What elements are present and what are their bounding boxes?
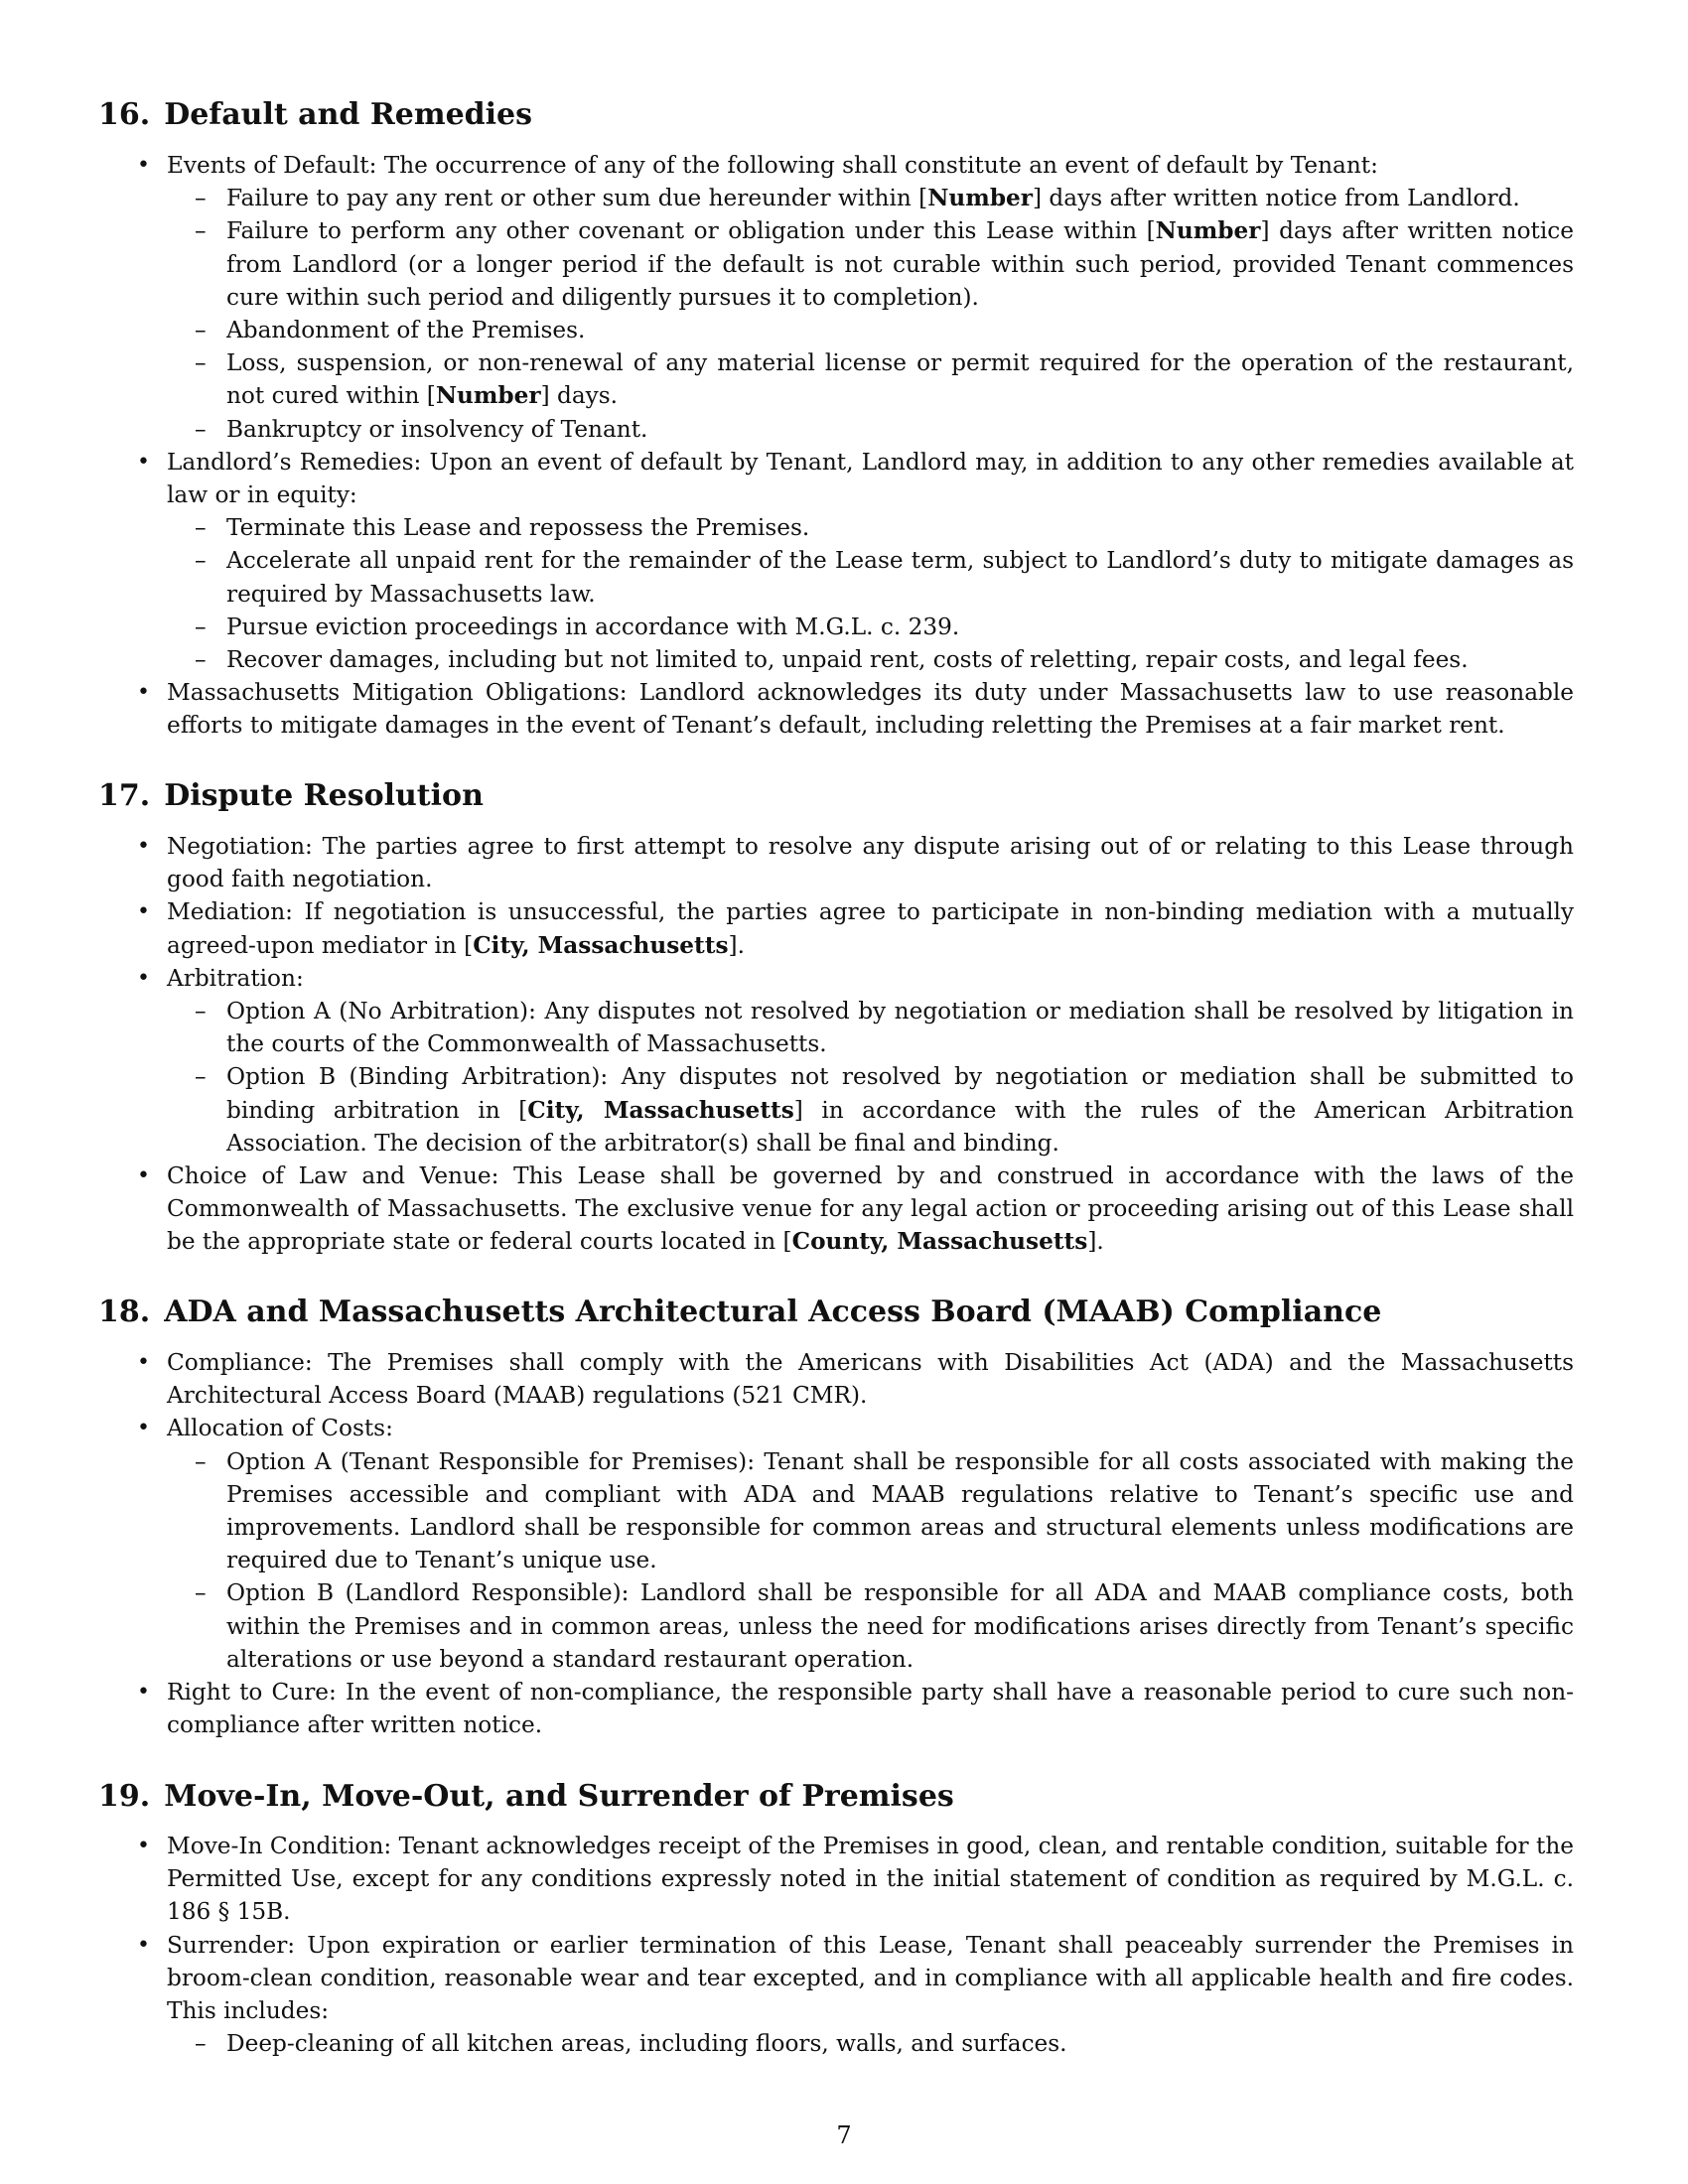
dash-icon: – (195, 185, 207, 212)
item-text: Landlord’s Remedies: Upon an event of default by Tenant, Landlord may, in addition to any other remedies available at law or in equity: (167, 448, 1574, 509)
placeholder-field: Number (435, 382, 541, 410)
section-heading-16 (98, 95, 532, 135)
sub-item-text: Failure to pay any rent or other sum due hereunder within [ (226, 185, 928, 212)
dash-icon: – (195, 1579, 207, 1607)
page-number: 7 (836, 2121, 852, 2149)
sub-list-item (195, 1445, 1574, 1577)
sub-list-item (195, 995, 1574, 1060)
sub-list (167, 511, 1574, 676)
sub-item-text: Terminate this Lease and repossess the Premises. (226, 514, 810, 542)
section-17-list (137, 830, 1574, 1259)
list-item (137, 1160, 1574, 1259)
list-item (137, 1346, 1574, 1412)
item-text: Massachusetts Mitigation Obligations: Landlord acknowledges its duty under Massachusetts law to use reasonable efforts to mitigate damages in the event of Tenant’s default, including reletting the Premises at a fair market rent. (167, 679, 1574, 740)
section-title: Move-In, Move-Out, and Surrender of Premises (164, 1779, 954, 1814)
list-item (137, 962, 1574, 1160)
sub-list (167, 1445, 1574, 1676)
bullet-icon: • (137, 153, 150, 178)
sub-list-item (195, 643, 1574, 676)
bullet-icon: • (137, 1163, 150, 1189)
list-item (137, 1929, 1574, 2061)
list-item (137, 895, 1574, 961)
section-19-list (137, 1830, 1574, 2060)
section-title: Default and Remedies (164, 97, 533, 132)
item-text: ]. (728, 931, 745, 959)
placeholder-field: City, Massachusetts (473, 931, 729, 959)
dash-icon: – (195, 998, 207, 1025)
item-text: Mediation: If negotiation is unsuccessful, the parties agree to participate in non-binding mediation with a mutually agreed-upon mediator in [ (167, 898, 1574, 959)
section-number: 17. (98, 778, 151, 813)
item-text: Allocation of Costs: (167, 1415, 393, 1442)
list-item (137, 149, 1574, 446)
bullet-icon: • (137, 449, 150, 475)
sub-item-text: Option B (Binding Arbitration): Any disputes not resolved by negotiation or mediation shall be submitted to binding arbitration in [ (226, 1063, 1574, 1124)
list-item (137, 1676, 1574, 1741)
dash-icon: – (195, 349, 207, 377)
bullet-icon: • (137, 899, 150, 925)
section-title: Dispute Resolution (164, 778, 484, 813)
sub-list-item (195, 314, 1574, 346)
item-text: Right to Cure: In the event of non-compliance, the responsible party shall have a reasonable period to cure such non-compliance after written notice. (167, 1679, 1574, 1739)
bullet-icon: • (137, 1416, 150, 1441)
sub-item-text: Loss, suspension, or non-renewal of any material license or permit required for the operation of the restaurant, not cured within [ (226, 349, 1574, 410)
sub-item-text: Option A (Tenant Responsible for Premises): Tenant shall be responsible for all costs associated with making the Premises accessible and compliant with ADA and MAAB regulations relative to Tenant’s specific use and improvements. Landlord shall be responsible for common areas and structural elements unless modifications are required due to Tenant’s unique use. (226, 1447, 1574, 1574)
sub-list (167, 995, 1574, 1160)
bullet-icon: • (137, 1680, 150, 1706)
sub-item-text: Option B (Landlord Responsible): Landlord shall be responsible for all ADA and MAAB compliance costs, both within the Premises and in common areas, unless the need for modifications arises directly from Tenant’s specific alterations or use beyond a standard restaurant operation. (226, 1579, 1574, 1673)
dash-icon: – (195, 613, 207, 640)
section-heading-17 (98, 776, 484, 816)
item-text: Choice of Law and Venue: This Lease shall be governed by and construed in accordance with the laws of the Commonwealth of Massachusetts. The exclusive venue for any legal action or proceeding arising out of this Lease shall be the appropriate state or federal courts located in [ (167, 1162, 1574, 1256)
sub-item-text: Abandonment of the Premises. (226, 317, 586, 344)
bullet-icon: • (137, 965, 150, 991)
section-number: 19. (98, 1779, 151, 1814)
item-text: ]. (1087, 1228, 1104, 1256)
section-heading-19 (98, 1777, 954, 1817)
sub-list (167, 2027, 1574, 2060)
section-title: ADA and Massachusetts Architectural Access Board (MAAB) Compliance (164, 1295, 1382, 1329)
item-text: Compliance: The Premises shall comply with the Americans with Disabilities Act (ADA) and the Massachusetts Architectural Access Board (MAAB) regulations (521 CMR). (167, 1349, 1574, 1410)
dash-icon: – (195, 514, 207, 542)
sub-list-item (195, 1060, 1574, 1160)
sub-item-text: ] days after written notice from Landlord (or a longer period if the default is not curable within such period, provided Tenant commences cure within such period and diligently pursues it to completion). (226, 217, 1574, 311)
sub-item-text: Deep-cleaning of all kitchen areas, including floors, walls, and surfaces. (226, 2030, 1067, 2058)
sub-item-text: Pursue eviction proceedings in accordance with M.G.L. c. 239. (226, 613, 960, 640)
section-number: 18. (98, 1295, 151, 1329)
item-text: Move-In Condition: Tenant acknowledges receipt of the Premises in good, clean, and rentable condition, suitable for the Permitted Use, except for any conditions expressly noted in the initial statement of condition as required by M.G.L. c. 186 § 15B. (167, 1833, 1574, 1926)
placeholder-field: Number (1155, 217, 1261, 245)
placeholder-field: County, Massachusetts (791, 1228, 1088, 1256)
placeholder-field: Number (927, 185, 1034, 212)
dash-icon: – (195, 2030, 207, 2058)
bullet-icon: • (137, 834, 150, 859)
dash-icon: – (195, 415, 207, 443)
dash-icon: – (195, 547, 207, 575)
sub-item-text: ] days. (540, 382, 619, 410)
section-16-list (137, 149, 1574, 743)
sub-item-text: Failure to perform any other covenant or obligation under this Lease within [ (226, 217, 1156, 245)
sub-list-item (195, 413, 1574, 446)
sub-item-text: Accelerate all unpaid rent for the remainder of the Lease term, subject to Landlord’s duty to mitigate damages as required by Massachusetts law. (226, 547, 1574, 608)
sub-list-item (195, 511, 1574, 544)
sub-list-item (195, 2027, 1574, 2060)
sub-list (167, 182, 1574, 446)
item-text: Negotiation: The parties agree to first attempt to resolve any dispute arising out of or relating to this Lease through good faith negotiation. (167, 833, 1574, 893)
dash-icon: – (195, 1063, 207, 1091)
dash-icon: – (195, 217, 207, 245)
sub-list-item (195, 182, 1574, 214)
sub-item-text: ] days after written notice from Landlord. (1033, 185, 1520, 212)
section-heading-18 (98, 1293, 1381, 1332)
sub-list-item (195, 611, 1574, 643)
sub-item-text: Recover damages, including but not limited to, unpaid rent, costs of reletting, repair costs, and legal fees. (226, 646, 1469, 674)
sub-list-item (195, 346, 1574, 412)
bullet-icon: • (137, 1932, 150, 1958)
item-text: Events of Default: The occurrence of any of the following shall constitute an event of default by Tenant: (167, 152, 1378, 179)
list-item (137, 676, 1574, 742)
placeholder-field: City, Massachusetts (527, 1096, 794, 1124)
section-18-list (137, 1346, 1574, 1741)
list-item (137, 446, 1574, 676)
sub-list-item (195, 544, 1574, 610)
sub-item-text: Option A (No Arbitration): Any disputes not resolved by negotiation or mediation shall be resolved by litigation in the courts of the Commonwealth of Massachusetts. (226, 998, 1574, 1058)
sub-item-text: Bankruptcy or insolvency of Tenant. (226, 415, 648, 443)
section-number: 16. (98, 97, 151, 132)
bullet-icon: • (137, 680, 150, 706)
list-item (137, 1412, 1574, 1676)
dash-icon: – (195, 317, 207, 344)
item-text: Arbitration: (167, 964, 304, 992)
list-item (137, 1830, 1574, 1929)
list-item (137, 830, 1574, 895)
sub-list-item (195, 214, 1574, 314)
dash-icon: – (195, 1447, 207, 1475)
dash-icon: – (195, 646, 207, 674)
sub-item-text: ] in accordance with the rules of the American Arbitration Association. The decision of the arbitrator(s) shall be final and binding. (226, 1096, 1574, 1157)
bullet-icon: • (137, 1834, 150, 1858)
item-text: Surrender: Upon expiration or earlier termination of this Lease, Tenant shall peaceably surrender the Premises in broom-clean condition, reasonable wear and tear excepted, and in compliance with all applicable health and fire codes. This includes: (167, 1931, 1574, 2025)
bullet-icon: • (137, 1350, 150, 1375)
sub-list-item (195, 1576, 1574, 1676)
